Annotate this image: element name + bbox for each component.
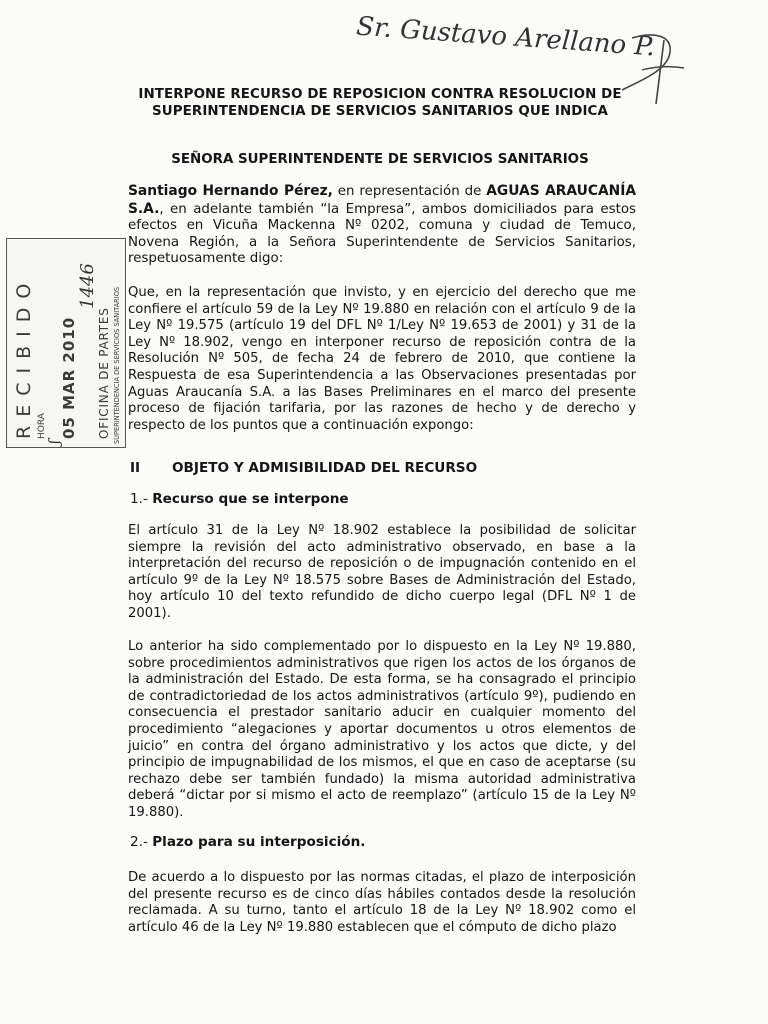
intro-paragraph — [128, 183, 636, 268]
paragraph-2: Lo anterior ha sido complementado por lo dispuesto en la Ley Nº 19.880, sobre procedimientos administrativos que rigen los actos de los órganos de la administración del Estado. De esta forma, se ha consagrado el principio de contradictoriedad de los actos administrativos (artículo 9º), pudiendo en consecuencia el prestador sanitario aducir en cualquier momento del procedimiento “alegaciones y aportar documentos u otros elementos de juicio” en contra del órgano administrativo y los actos que dicte, y del principio de impugnabilidad de los mismos, el que en caso de aceptarse (su rechazo debe ser también fundado) la misma autoridad administrativa deberá “dictar por si mismo el acto de reemplazo” (artículo 15 de la Ley Nº 19.880). — [128, 639, 636, 820]
stamp-initials: ʃ — [45, 439, 63, 444]
stamp-date: 05 MAR 2010 — [60, 316, 78, 439]
subsection-1-title: Recurso que se interpone — [152, 491, 349, 507]
subsection-2-title: Plazo para su interposición. — [152, 834, 366, 850]
signer-name: Santiago Hernando Pérez, — [128, 183, 333, 199]
subsection-1-heading — [130, 491, 349, 507]
received-stamp — [6, 238, 126, 448]
title-line-1: INTERPONE RECURSO DE REPOSICION CONTRA RESOLUCION DE — [138, 87, 622, 102]
section-number: II — [130, 460, 141, 476]
intro-text-1: en representación de — [332, 184, 487, 199]
handwritten-note: Sr. Gustavo Arellano P. — [355, 11, 656, 63]
stamp-hora-label: HORA — [37, 413, 47, 439]
addressee: SEÑORA SUPERINTENDENTE DE SERVICIOS SANITARIOS — [171, 152, 589, 167]
paragraph-3: De acuerdo a lo dispuesto por las normas citadas, el plazo de interposición del presente recurso es de cinco días hábiles contados desde la resolución reclamada. A su turno, tanto el artículo 18 de la Ley Nº 18.902 como el artículo 46 de la Ley Nº 19.880 establecen que el cómputo de dicho plazo — [128, 870, 636, 935]
section-title: OBJETO Y ADMISIBILIDAD DEL RECURSO — [172, 460, 478, 476]
stamp-office-line-2: SUPERINTENDENCIA DE SERVICIOS SANITARIOS — [113, 286, 121, 444]
stamp-recibido: RECIBIDO — [13, 274, 35, 439]
stamp-handwritten-number: 1446 — [77, 263, 98, 309]
subsection-1-number: 1.- — [130, 491, 148, 507]
intro-text-2: , en adelante también “la Empresa”, ambos domiciliados para estos efectos en Vicuña Mackenna Nº 0202, comuna y ciudad de Temuco, Novena Región, a la Señora Superintendente de Servicios Sanitarios, respetuosamente digo: — [128, 201, 636, 267]
subsection-2-number: 2.- — [130, 834, 148, 850]
company-name: AGUAS ARAUCANÍA S.A. — [128, 183, 637, 217]
stamp-office-line-1: OFICINA DE PARTES — [97, 307, 111, 439]
que-paragraph: Que, en la representación que invisto, y en ejercicio del derecho que me confiere el artículo 59 de la Ley Nº 19.880 en relación con el artículo 9 de la Ley Nº 19.575 (artículo 19 del DFL Nº 1/Ley Nº 19.653 de 2001) y 31 de la Ley Nº 18.902, vengo en interponer recurso de reposición contra de la Resolución Nº 505, de fecha 24 de febrero de 2010, que contiene la Respuesta de esa Superintendencia a las Observaciones presentadas por Aguas Araucanía S.A. a las Bases Preliminares en el marco del presente proceso de fijación tarifaria, por las razones de hecho y de derecho y respecto de los puntos que a continuación expongo: — [128, 285, 636, 433]
document-title — [110, 86, 650, 120]
paragraph-1: El artículo 31 de la Ley Nº 18.902 establece la posibilidad de solicitar siempre la revisión del acto administrativo observado, en base a la interpretación del recurso de reposición o de impugnación contenido en el artículo 9º de la Ley Nº 18.575 sobre Bases de Administración del Estado, hoy artículo 10 del texto refundido de dicho cuerpo legal (DFL Nº 1 de 2001). — [128, 523, 636, 621]
subsection-2-heading — [130, 834, 365, 850]
title-line-2: SUPERINTENDENCIA DE SERVICIOS SANITARIOS QUE INDICA — [152, 104, 608, 119]
